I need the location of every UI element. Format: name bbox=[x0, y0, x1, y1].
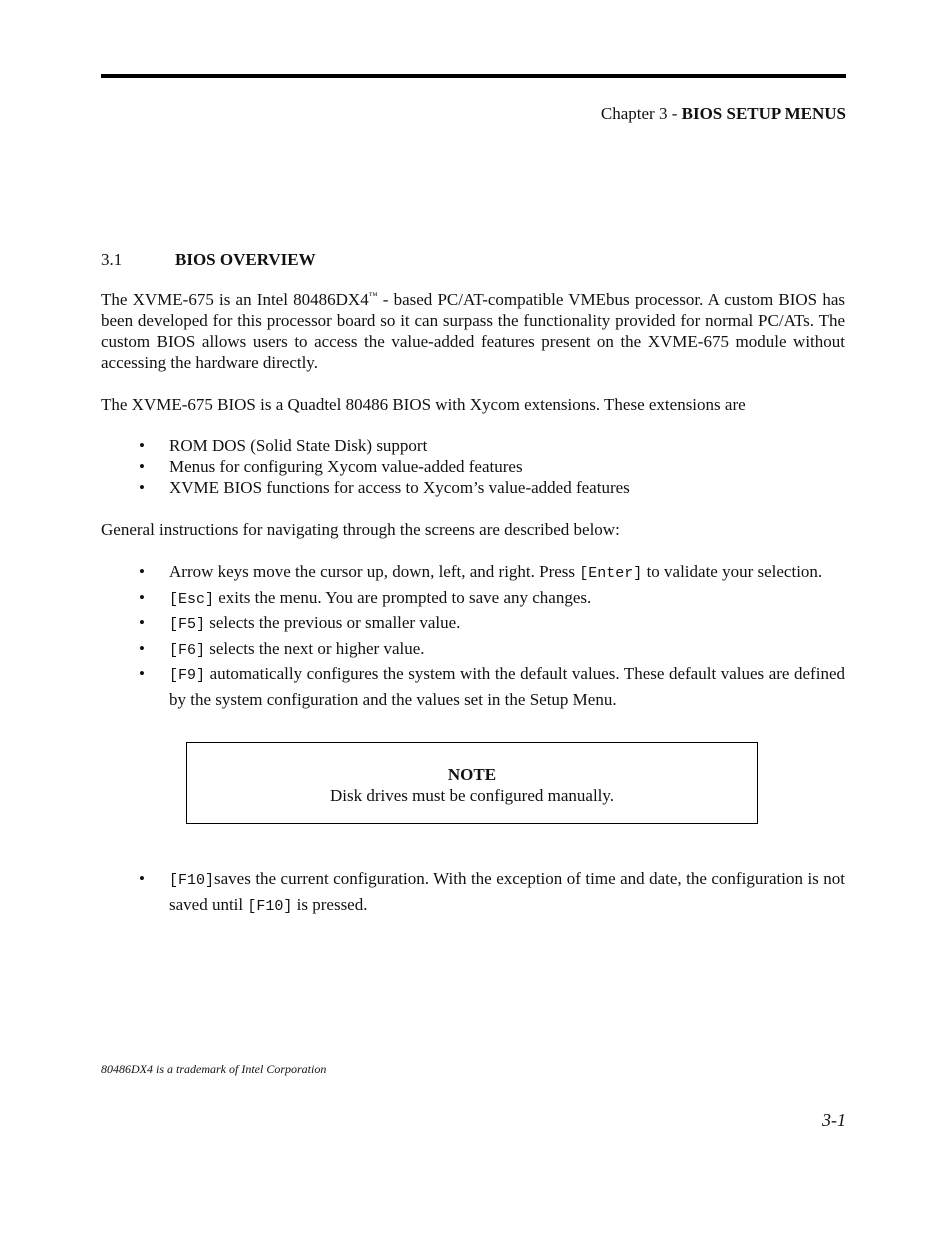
list-item-text: exits the menu. You are prompted to save any changes. bbox=[214, 587, 592, 607]
bullet-icon: • bbox=[139, 478, 145, 497]
chapter-title: BIOS SETUP MENUS bbox=[681, 104, 846, 123]
navigation-intro: General instructions for navigating through the screens are described below: bbox=[101, 520, 620, 539]
f9-key: [F9] bbox=[169, 667, 206, 684]
footnote: 80486DX4 is a trademark of Intel Corporation bbox=[101, 1062, 327, 1076]
extensions-list bbox=[101, 435, 845, 498]
list-item-text: selects the previous or smaller value. bbox=[205, 613, 461, 632]
bullet-icon: • bbox=[139, 638, 145, 658]
intro-text-rest: - based PC/AT-compatible VMEbus processor. A custom BIOS has been developed for this processor board so it can surpass the functionality provided for normal PC/ATs. The custom BIOS allows users to access the value-added features present on the XVME-675 module without accessing the hardware directly. bbox=[101, 290, 845, 372]
section-number: 3.1 bbox=[101, 250, 123, 269]
list-item bbox=[101, 611, 845, 637]
list-item bbox=[101, 435, 845, 456]
section-heading bbox=[101, 250, 316, 270]
list-item-text: XVME BIOS functions for access to Xycom’s value-added features bbox=[169, 478, 630, 497]
bullet-icon: • bbox=[139, 436, 145, 455]
chapter-header bbox=[601, 104, 846, 124]
bullet-icon: • bbox=[139, 664, 145, 683]
trademark-mark: ™ bbox=[368, 290, 378, 301]
list-item-text: automatically configures the system with the default values. These default values are defined by the system configuration and the values set in the Setup Menu. bbox=[169, 664, 845, 709]
list-item bbox=[101, 477, 845, 498]
section-title: BIOS OVERVIEW bbox=[175, 250, 316, 269]
list-item bbox=[101, 662, 845, 711]
f10-key: [F10] bbox=[247, 897, 293, 915]
note-title: NOTE bbox=[447, 765, 497, 784]
header-rule bbox=[101, 74, 846, 78]
bullet-icon: • bbox=[139, 869, 145, 888]
extensions-intro: The XVME-675 BIOS is a Quadtel 80486 BIOS with Xycom extensions. These extensions are bbox=[101, 395, 746, 414]
chapter-prefix: Chapter 3 - bbox=[600, 104, 682, 123]
navigation-list bbox=[101, 560, 845, 711]
intro-paragraph bbox=[101, 289, 845, 373]
list-item-text: Menus for configuring Xycom value-added features bbox=[169, 457, 523, 476]
esc-key: [Esc] bbox=[169, 590, 215, 608]
save-list bbox=[101, 867, 845, 918]
page-number: 3-1 bbox=[822, 1110, 846, 1130]
intro-text-start: The XVME-675 is an Intel 80486DX4 bbox=[101, 290, 369, 309]
list-item bbox=[101, 456, 845, 477]
bullet-icon: • bbox=[139, 613, 145, 632]
note-text: Disk drives must be configured manually. bbox=[329, 786, 615, 805]
list-item-text: Arrow keys move the cursor up, down, left, and right. Press bbox=[169, 562, 580, 581]
f5-key: [F5] bbox=[169, 616, 206, 633]
list-item-text: to validate your selection. bbox=[642, 562, 823, 581]
list-item bbox=[101, 560, 845, 586]
list-item bbox=[101, 637, 845, 663]
list-item bbox=[101, 586, 845, 612]
enter-key: [Enter] bbox=[579, 565, 643, 582]
bullet-icon: • bbox=[139, 587, 145, 607]
f10-key: [F10] bbox=[169, 872, 215, 889]
list-item bbox=[101, 867, 845, 918]
list-item-text: ROM DOS (Solid State Disk) support bbox=[169, 436, 428, 455]
list-item-text: is pressed. bbox=[292, 894, 368, 914]
bullet-icon: • bbox=[139, 457, 145, 476]
bullet-icon: • bbox=[139, 562, 145, 581]
note-box bbox=[186, 742, 758, 824]
list-item-text: selects the next or higher value. bbox=[205, 638, 425, 658]
list-item-text: saves the current configuration. With the exception of time and date, the configuration is not saved until bbox=[169, 869, 845, 914]
f6-key: [F6] bbox=[169, 641, 206, 659]
